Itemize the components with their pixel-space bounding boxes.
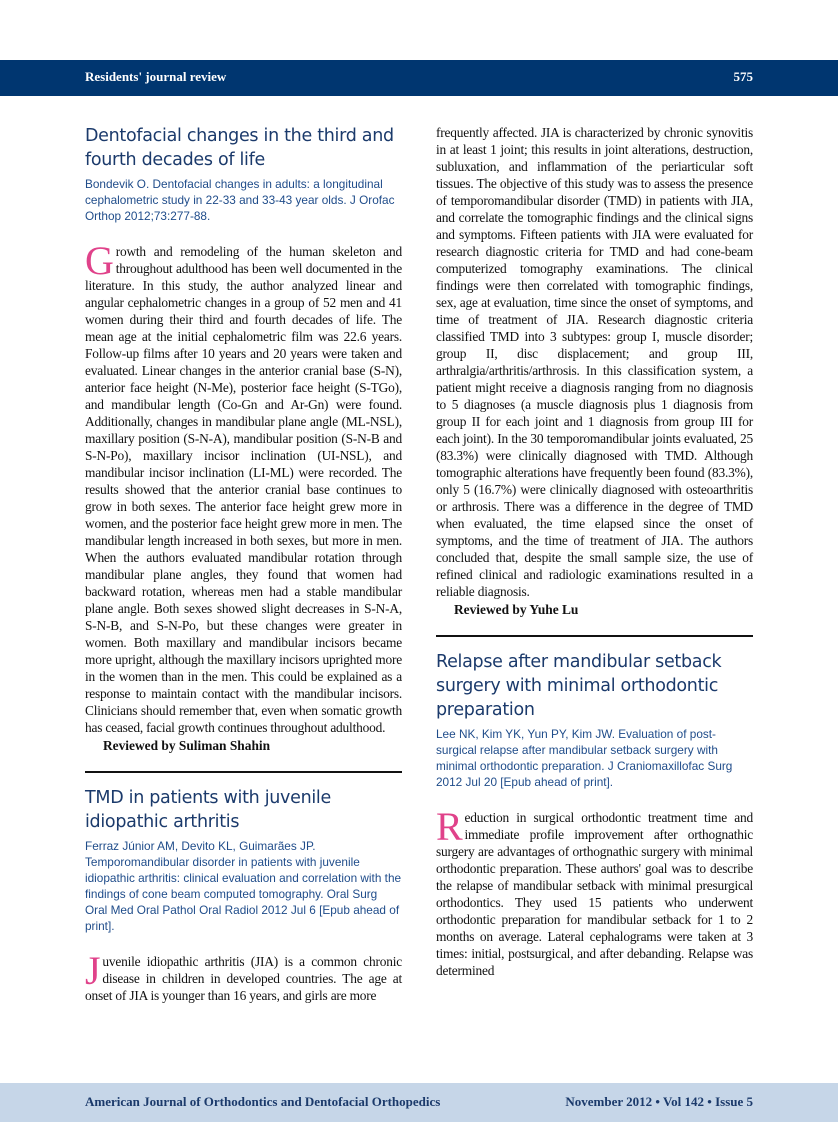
- divider: [436, 635, 753, 637]
- running-header: [0, 60, 838, 96]
- reviewer: Reviewed by Yuhe Lu: [454, 602, 579, 617]
- left-column: [85, 124, 402, 1004]
- section-title: Residents' journal review: [85, 69, 227, 84]
- article-body: Reduction in surgical orthodontic treatment time and immediate profile improvement after orthognathic surgery are advantages of orthognathic surgery with minimal orthodontic preparation. These authors' goal was to describe the relapse of mandibular setback with minimal presurgical orthodontics. They used 15 patients who underwent orthodontic preparation for mandibular setback for 1 to 2 months on average. Lateral cephalograms were taken at 3 times: initial, postsurgical, and after debanding. Relapse was determined: [436, 804, 753, 978]
- article-title: Relapse after mandibular setback surgery with minimal orthodontic preparation: [436, 652, 722, 720]
- drop-cap: J: [85, 948, 101, 993]
- divider: [85, 771, 402, 773]
- article-body: Juvenile idiopathic arthritis (JIA) is a common chronic disease in children in developed countries. The age at onset of JIA is younger than 16 years, and girls are more: [85, 948, 402, 1003]
- article-title: Dentofacial changes in the third and fourth decades of life: [85, 126, 394, 170]
- right-column: [436, 124, 753, 979]
- drop-cap: G: [85, 238, 114, 283]
- article-citation: Ferraz Júnior AM, Devito KL, Guimarães JP. Temporomandibular disorder in patients with juvenile idiopathic arthritis: clinical evaluation and correlation with the findings of cone beam computed tomography. Oral Surg Oral Med Oral Pathol Oral Radiol 2012 Jul 6 [Epub ahead of print].: [85, 839, 402, 933]
- reviewer: Reviewed by Suliman Shahin: [103, 738, 271, 753]
- article-citation: Lee NK, Kim YK, Yun PY, Kim JW. Evaluation of post-surgical relapse after mandibular setback surgery with minimal orthodontic preparation. J Craniomaxillofac Surg 2012 Jul 20 [Epub ahead of print].: [436, 727, 733, 789]
- page-number: 575: [733, 69, 753, 84]
- article-citation: Bondevik O. Dentofacial changes in adults: a longitudinal cephalometric study in 22-33 and 33-43 year olds. J Orofac Orthop 2012;73:277-88.: [85, 177, 395, 223]
- drop-cap: R: [436, 804, 463, 849]
- article-body: Growth and remodeling of the human skeleton and throughout adulthood has been well documented in the literature. In this study, the author analyzed linear and angular cephalometric changes in a group of 52 men and 41 women during their third and fourth decades of life. The mean age at the initial cephalometric film was 22.6 years. Follow-up films after 10 years and 20 years were taken and evaluated. Linear changes in the anterior cranial base (S-N), anterior face height (N-Me), posterior face height (S-TGo), and mandibular length (Co-Gn and Ar-Gn) were found. Additionally, changes in mandibular plane angle (ML-NSL), maxillary position (S-N-A), mandibular position (S-N-B and S-N-Po), maxillary incisor inclination (UI-NSL), and mandibular incisor inclination (LI-ML) were recorded. The results showed that the anterior cranial base continues to grow in both sexes. The anterior face height grew more in women, and the posterior face height grew more in men. The mandibular length increased in both sexes, but more in men. When the authors evaluated mandibular rotation through mandibular plane angles, they found that women had backward rotation, whereas men had a stable mandibular plane angle. Both sexes showed slight decreases in S-N-A, S-N-B, and S-N-Po, but these changes were greater in women. Both maxillary and mandibular incisors became more upright, although the maxillary incisors uprighted more in the women than in the men. This could be explained as a response to maintain contact with the mandibular incisors. Clinicians should remember that, even when somatic growth has ceased, facial growth continues throughout adulthood.: [85, 238, 402, 735]
- journal-name: American Journal of Orthodontics and Dentofacial Orthopedics: [85, 1094, 441, 1109]
- article-title: TMD in patients with juvenile idiopathic arthritis: [85, 788, 331, 832]
- issue-info: November 2012 • Vol 142 • Issue 5: [565, 1094, 753, 1109]
- running-footer: [0, 1083, 838, 1122]
- article-body-continued: frequently affected. JIA is characterized by chronic synovitis in at least 1 joint; this results in joint alterations, destruction, subluxation, and inflammation of the periarticular soft tissues. The objective of this study was to assess the presence of temporomandibular disorder (TMD) in patients with JIA, and correlate the tomographic findings and the clinical signs and symptoms. Fifteen patients with JIA were evaluated for research diagnostic criteria for TMD and had cone-beam computerized tomography examinations. The clinical findings were then correlated with tomographic findings, sex, age at evaluation, time since the onset of symptoms, and time of treatment of JIA. Research diagnostic criteria classified TMD into 3 subtypes: group I, muscle disorder; group II, disc displacement; and group III, arthralgia/arthritis/arthrosis. In this classification system, a patient might receive a diagnosis ranging from no diagnosis to 5 diagnoses (a muscle diagnosis plus 1 diagnosis from group II for each joint and 1 diagnosis from group III for each joint). In the 30 temporomandibular joints evaluated, 25 (83.3%) were clinically diagnosed with TMD. Although tomographic alterations have frequently been found (83.3%), only 5 (16.7%) were clinically diagnosed with osteoarthritis or arthrosis. There was a difference in the degree of TMD when evaluated, the time elapsed since the onset of symptoms, and the time of treatment of JIA. The authors concluded that, despite the small sample size, the use of refined clinical and radiologic examinations resulted in a reliable diagnosis.: [436, 125, 753, 599]
